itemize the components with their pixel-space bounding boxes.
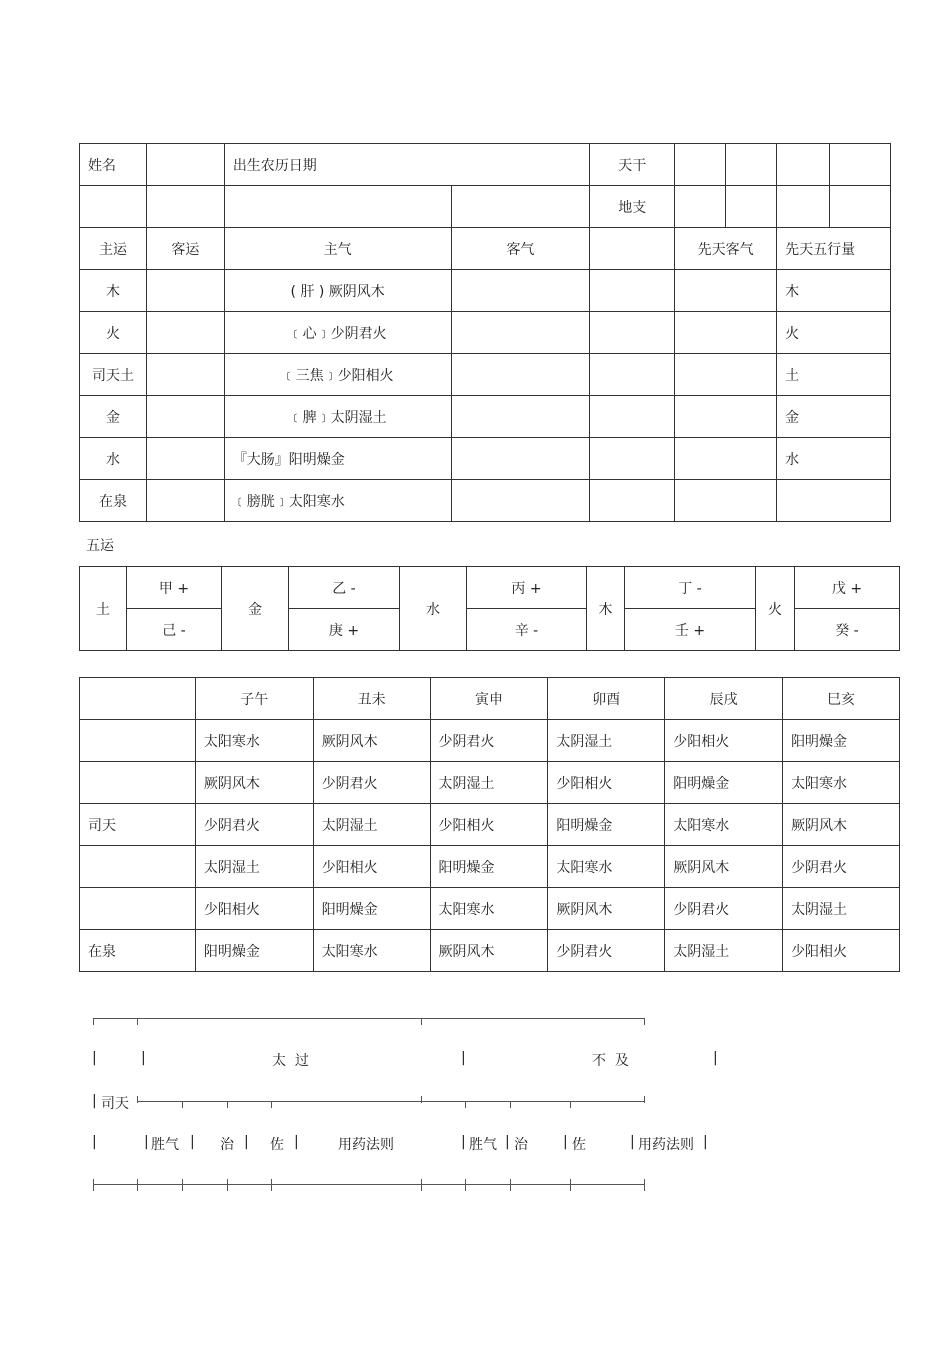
header-xiantian-wuxing: 先天五行量	[777, 228, 891, 270]
table-cell: 少阳相火	[665, 720, 783, 762]
table-cell: 厥阴风木	[313, 720, 430, 762]
xiantian-keqi-cell[interactable]	[675, 312, 777, 354]
shengqi-header: 胜气	[469, 1137, 497, 1153]
dizhi-label: 地支	[590, 186, 675, 228]
table-cell: 少阳相火	[195, 888, 313, 930]
xiantian-keqi-cell[interactable]	[675, 396, 777, 438]
corner-cell	[80, 678, 196, 720]
dizhi-cell[interactable]	[777, 186, 830, 228]
wuxing-cell: 火	[777, 312, 891, 354]
rule-tick	[182, 1101, 183, 1108]
divider-bar: |	[244, 1134, 249, 1150]
header-keyun: 客运	[146, 228, 224, 270]
taiguo-label: 太 过	[272, 1053, 309, 1069]
rule-tick	[137, 1096, 138, 1103]
wuyun-stem-top: 丙 +	[467, 567, 587, 609]
table-cell: 少阴君火	[195, 804, 313, 846]
table-row	[80, 762, 900, 804]
table-cell: 少阴君火	[665, 888, 783, 930]
yongyao-header: 用药法则	[338, 1137, 394, 1153]
rule-line	[93, 1018, 645, 1019]
rule-tick	[570, 1179, 571, 1191]
table-cell: 阳明燥金	[665, 762, 783, 804]
table-cell: 少阴君火	[783, 846, 900, 888]
divider-bar: |	[144, 1134, 149, 1150]
rule-tick	[421, 1179, 422, 1191]
wuyun-stem-top: 甲 +	[127, 567, 222, 609]
wuxing-cell: 金	[777, 396, 891, 438]
row-label: 在泉	[80, 930, 196, 972]
column-header: 辰戌	[665, 678, 783, 720]
header-zhuqi: 主气	[224, 228, 451, 270]
wuyun-label: 五运	[86, 538, 114, 554]
wuyun-stem-top: 戊 +	[795, 567, 900, 609]
zhuqi-cell: ﹝膀胱﹞太阳寒水	[224, 480, 451, 522]
row-label	[80, 762, 196, 804]
rule-tick	[137, 1179, 138, 1191]
keyun-cell[interactable]	[146, 354, 224, 396]
divider-bar: |	[703, 1134, 708, 1150]
rule-tick	[510, 1179, 511, 1191]
rule-tick	[465, 1101, 466, 1108]
empty-cell[interactable]	[590, 312, 675, 354]
rule-tick	[271, 1101, 272, 1108]
table-cell: 阳明燥金	[430, 846, 548, 888]
column-header: 卯酉	[548, 678, 665, 720]
rule-tick	[271, 1179, 272, 1191]
zhuyun-cell: 木	[80, 270, 147, 312]
header-empty	[590, 228, 675, 270]
table-row	[80, 930, 900, 972]
header-zhuyun: 主运	[80, 228, 147, 270]
header-keqi: 客气	[451, 228, 590, 270]
row-label	[80, 888, 196, 930]
row-label	[80, 720, 196, 762]
empty-cell[interactable]	[590, 480, 675, 522]
xiantian-keqi-cell[interactable]	[675, 354, 777, 396]
table-cell: 少阳相火	[313, 846, 430, 888]
keyun-cell[interactable]	[146, 312, 224, 354]
rule-tick	[465, 1179, 466, 1191]
table-cell: 太阳寒水	[665, 804, 783, 846]
rule-tick	[421, 1018, 422, 1025]
table-cell: 太阳寒水	[548, 846, 665, 888]
dizhi-cell[interactable]	[726, 186, 777, 228]
zhuyun-cell: 水	[80, 438, 147, 480]
table-cell: 少阳相火	[783, 930, 900, 972]
yongyao-header: 用药法则	[638, 1137, 694, 1153]
rule-tick	[182, 1179, 183, 1191]
empty-cell[interactable]	[590, 270, 675, 312]
table-cell: 少阴君火	[313, 762, 430, 804]
rule-line	[137, 1101, 645, 1102]
shengqi-header: 胜气	[151, 1137, 179, 1153]
birth-date-label: 出生农历日期	[224, 144, 590, 186]
empty-cell[interactable]	[590, 438, 675, 480]
rule-tick	[644, 1179, 645, 1191]
table-cell: 少阳相火	[430, 804, 548, 846]
xiantian-keqi-cell[interactable]	[675, 480, 777, 522]
column-header: 巳亥	[783, 678, 900, 720]
table-cell: 厥阴风木	[195, 762, 313, 804]
zuo-header: 佐	[270, 1137, 284, 1153]
table-cell: 阳明燥金	[195, 930, 313, 972]
table-cell: 厥阴风木	[783, 804, 900, 846]
rule-tick	[93, 1179, 94, 1191]
row-label	[80, 846, 196, 888]
keqi-cell[interactable]	[451, 438, 590, 480]
wuxing-cell	[777, 480, 891, 522]
keyun-cell[interactable]	[146, 396, 224, 438]
header-xiantian-keqi: 先天客气	[675, 228, 777, 270]
divider-bar: |	[92, 1050, 97, 1066]
keyun-cell[interactable]	[146, 270, 224, 312]
rule-line	[93, 1184, 645, 1185]
wuyun-stem-top: 乙 -	[289, 567, 400, 609]
wuyun-element: 火	[756, 567, 795, 651]
divider-bar: |	[630, 1134, 635, 1150]
form-row	[80, 438, 891, 480]
form-row	[80, 396, 891, 438]
zhuyun-cell: 金	[80, 396, 147, 438]
rule-tick	[137, 1018, 138, 1025]
table-cell: 太阳寒水	[195, 720, 313, 762]
column-header: 子午	[195, 678, 313, 720]
table-cell: 阳明燥金	[313, 888, 430, 930]
table-cell: 少阴君火	[548, 930, 665, 972]
rule-tick	[227, 1179, 228, 1191]
wuxing-cell: 水	[777, 438, 891, 480]
keqi-cell[interactable]	[451, 480, 590, 522]
table-cell: 少阳相火	[548, 762, 665, 804]
empty-cell[interactable]	[590, 354, 675, 396]
table-cell: 厥阴风木	[430, 930, 548, 972]
zhuyun-cell: 在泉	[80, 480, 147, 522]
birth-form-table	[79, 143, 891, 522]
form-row	[80, 270, 891, 312]
zhuqi-cell: ﹝三焦﹞少阳相火	[224, 354, 451, 396]
column-header: 丑未	[313, 678, 430, 720]
tiangan-label: 天干	[590, 144, 675, 186]
zhi-header: 治	[514, 1137, 528, 1153]
name-value[interactable]	[146, 144, 224, 186]
dizhi-cell[interactable]	[675, 186, 726, 228]
xiantian-keqi-cell[interactable]	[675, 438, 777, 480]
table-cell: 太阴湿土	[313, 804, 430, 846]
divider-bar: |	[92, 1093, 97, 1109]
wuyun-stem-top: 丁 -	[625, 567, 756, 609]
wuxing-cell: 土	[777, 354, 891, 396]
table-cell: 太阴湿土	[548, 720, 665, 762]
rule-tick	[510, 1101, 511, 1108]
table-cell: 阳明燥金	[548, 804, 665, 846]
zhuqi-cell: ( 肝 ) 厥阴风木	[224, 270, 451, 312]
divider-bar: |	[505, 1134, 510, 1150]
divider-bar: |	[713, 1050, 718, 1066]
wuyun-stem-bottom: 壬 +	[625, 609, 756, 651]
empty-cell[interactable]	[80, 186, 147, 228]
table-row	[80, 846, 900, 888]
divider-bar: |	[141, 1050, 146, 1066]
keqi-cell[interactable]	[451, 270, 590, 312]
zuo-header: 佐	[572, 1137, 586, 1153]
wuyun-stem-bottom: 己 -	[127, 609, 222, 651]
rule-tick	[93, 1018, 94, 1025]
tiangan-cell[interactable]	[726, 144, 777, 186]
wuyun-stem-bottom: 辛 -	[467, 609, 587, 651]
tiangan-cell[interactable]	[675, 144, 726, 186]
table-cell: 阳明燥金	[783, 720, 900, 762]
divider-bar: |	[461, 1134, 466, 1150]
table-cell: 太阴湿土	[195, 846, 313, 888]
column-header: 寅申	[430, 678, 548, 720]
zhuqi-cell: 『大肠』阳明燥金	[224, 438, 451, 480]
table-cell: 太阳寒水	[430, 888, 548, 930]
divider-bar: |	[563, 1134, 568, 1150]
divider-bar: |	[294, 1134, 299, 1150]
divider-bar: |	[190, 1134, 195, 1150]
keqi-cell[interactable]	[451, 396, 590, 438]
tiangan-cell[interactable]	[830, 144, 891, 186]
wuyun-stem-bottom: 庚 +	[289, 609, 400, 651]
table-cell: 太阳寒水	[783, 762, 900, 804]
keqi-cell[interactable]	[451, 354, 590, 396]
wuyun-stem-bottom: 癸 -	[795, 609, 900, 651]
table-cell: 太阴湿土	[783, 888, 900, 930]
zhuyun-cell: 司天土	[80, 354, 147, 396]
empty-cell[interactable]	[451, 186, 590, 228]
wuxing-cell: 木	[777, 270, 891, 312]
table-cell: 太阳寒水	[313, 930, 430, 972]
wuyun-table	[79, 566, 900, 651]
form-row	[80, 312, 891, 354]
rule-tick	[644, 1096, 645, 1103]
table-row	[80, 888, 900, 930]
keqi-cell[interactable]	[451, 312, 590, 354]
rule-tick	[227, 1101, 228, 1108]
table-row	[80, 804, 900, 846]
zhuyun-cell: 火	[80, 312, 147, 354]
zhi-header: 治	[220, 1137, 234, 1153]
keyun-cell[interactable]	[146, 438, 224, 480]
wuyun-element: 木	[587, 567, 625, 651]
zhuqi-cell: ﹝心﹞少阴君火	[224, 312, 451, 354]
rule-tick	[644, 1018, 645, 1025]
form-row	[80, 480, 891, 522]
dizhi-cell[interactable]	[830, 186, 891, 228]
keyun-cell[interactable]	[146, 480, 224, 522]
table-cell: 厥阴风木	[548, 888, 665, 930]
empty-cell[interactable]	[146, 186, 224, 228]
form-row	[80, 354, 891, 396]
wuyun-element: 水	[400, 567, 467, 651]
empty-cell[interactable]	[224, 186, 451, 228]
rule-tick	[421, 1096, 422, 1103]
zhuqi-cell: ﹝脾﹞太阴湿土	[224, 396, 451, 438]
rule-tick	[570, 1101, 571, 1108]
buji-label: 不 及	[592, 1053, 629, 1069]
table-cell: 少阴君火	[430, 720, 548, 762]
name-label: 姓名	[80, 144, 147, 186]
empty-cell[interactable]	[590, 396, 675, 438]
table-cell: 太阴湿土	[430, 762, 548, 804]
sitian-table	[79, 677, 900, 972]
table-cell: 太阴湿土	[665, 930, 783, 972]
wuyun-element: 金	[222, 567, 289, 651]
table-cell: 厥阴风木	[665, 846, 783, 888]
xiantian-keqi-cell[interactable]	[675, 270, 777, 312]
divider-bar: |	[461, 1050, 466, 1066]
divider-bar: |	[92, 1134, 97, 1150]
table-row	[80, 720, 900, 762]
row-label: 司天	[80, 804, 196, 846]
sitian-label: 司天	[101, 1096, 129, 1112]
wuyun-element: 土	[80, 567, 127, 651]
tiangan-cell[interactable]	[777, 144, 830, 186]
